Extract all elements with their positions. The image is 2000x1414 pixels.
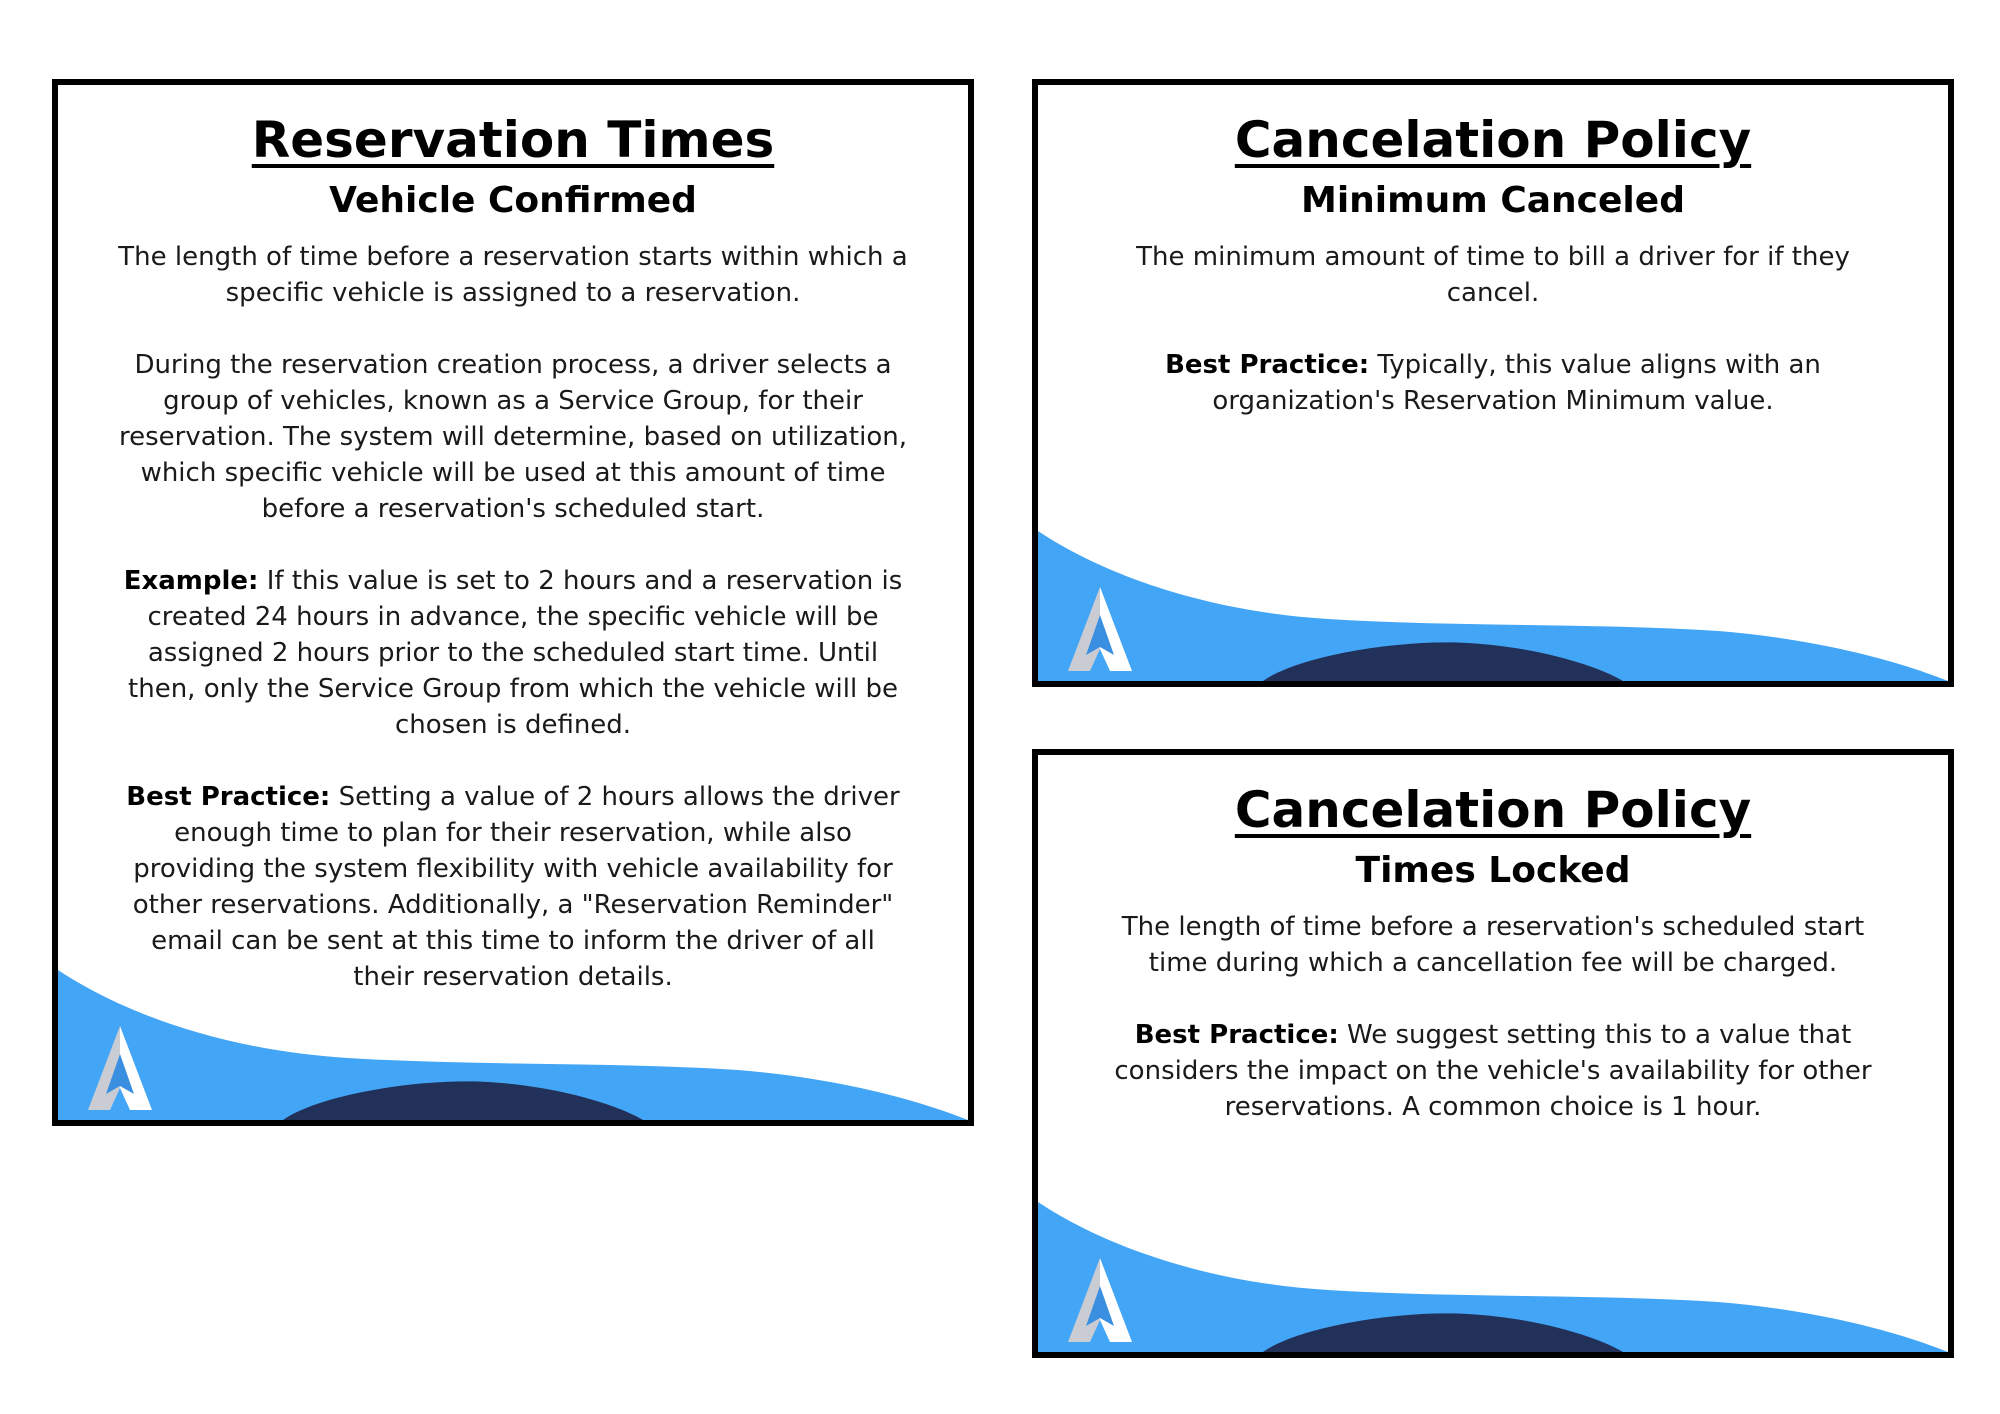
best-practice-label: Best Practice: <box>126 782 331 812</box>
card-content <box>1038 85 1948 455</box>
example-label: Example: <box>123 566 259 596</box>
card-minimum-canceled <box>1032 79 1954 687</box>
card-subtitle: Vehicle Confirmed <box>329 180 697 221</box>
wave-decoration <box>1038 1202 1948 1352</box>
card-subtitle: Times Locked <box>1355 850 1631 891</box>
detail-text: During the reservation creation process, a driver selects a group of vehicles, known as a Service Group, for their reservation. The system will determine, based on utilization, which specific vehicle will be used at this amount of time before a reservation's scheduled start. <box>119 350 907 524</box>
logo-icon <box>1060 585 1140 675</box>
logo-icon <box>1060 1256 1140 1346</box>
logo-icon <box>80 1024 160 1114</box>
best-practice-label: Best Practice: <box>1165 350 1370 380</box>
description-text: The length of time before a reservation starts within which a specific vehicle is assigned to a reservation. <box>118 242 908 308</box>
card-times-locked <box>1032 749 1954 1358</box>
card-reservation-times <box>52 79 974 1126</box>
best-practice-paragraph <box>1098 1017 1888 1125</box>
card-content <box>1038 755 1948 1161</box>
card-content <box>58 85 968 1031</box>
card-subtitle: Minimum Canceled <box>1301 180 1685 221</box>
description-text: The length of time before a reservation's scheduled start time during which a cancellation fee will be charged. <box>1121 912 1865 978</box>
card-title: Reservation Times <box>251 111 775 169</box>
best-practice-text: We suggest setting this to a value that considers the impact on the vehicle's availability for other reservations. A common choice is 1 hour. <box>1114 1020 1872 1122</box>
best-practice-text: Setting a value of 2 hours allows the driver enough time to plan for their reservation, while also providing the system flexibility with vehicle availability for other reservations. Additionally, a "Reservation Reminder" email can be sent at this time to inform the driver of all their reservation details. <box>132 782 900 992</box>
example-paragraph <box>118 563 908 743</box>
best-practice-paragraph <box>1098 347 1888 419</box>
card-title: Cancelation Policy <box>1234 781 1752 839</box>
description-text: The minimum amount of time to bill a driver for if they cancel. <box>1136 242 1850 308</box>
best-practice-paragraph <box>118 779 908 995</box>
wave-decoration <box>1038 531 1948 681</box>
best-practice-text: Typically, this value aligns with an organization's Reservation Minimum value. <box>1212 350 1821 416</box>
example-text: If this value is set to 2 hours and a reservation is created 24 hours in advance, the specific vehicle will be assigned 2 hours prior to the scheduled start time. Until then, only the Service Group from which the vehicle will be chosen is defined. <box>128 566 903 740</box>
card-title: Cancelation Policy <box>1234 111 1752 169</box>
best-practice-label: Best Practice: <box>1134 1020 1339 1050</box>
